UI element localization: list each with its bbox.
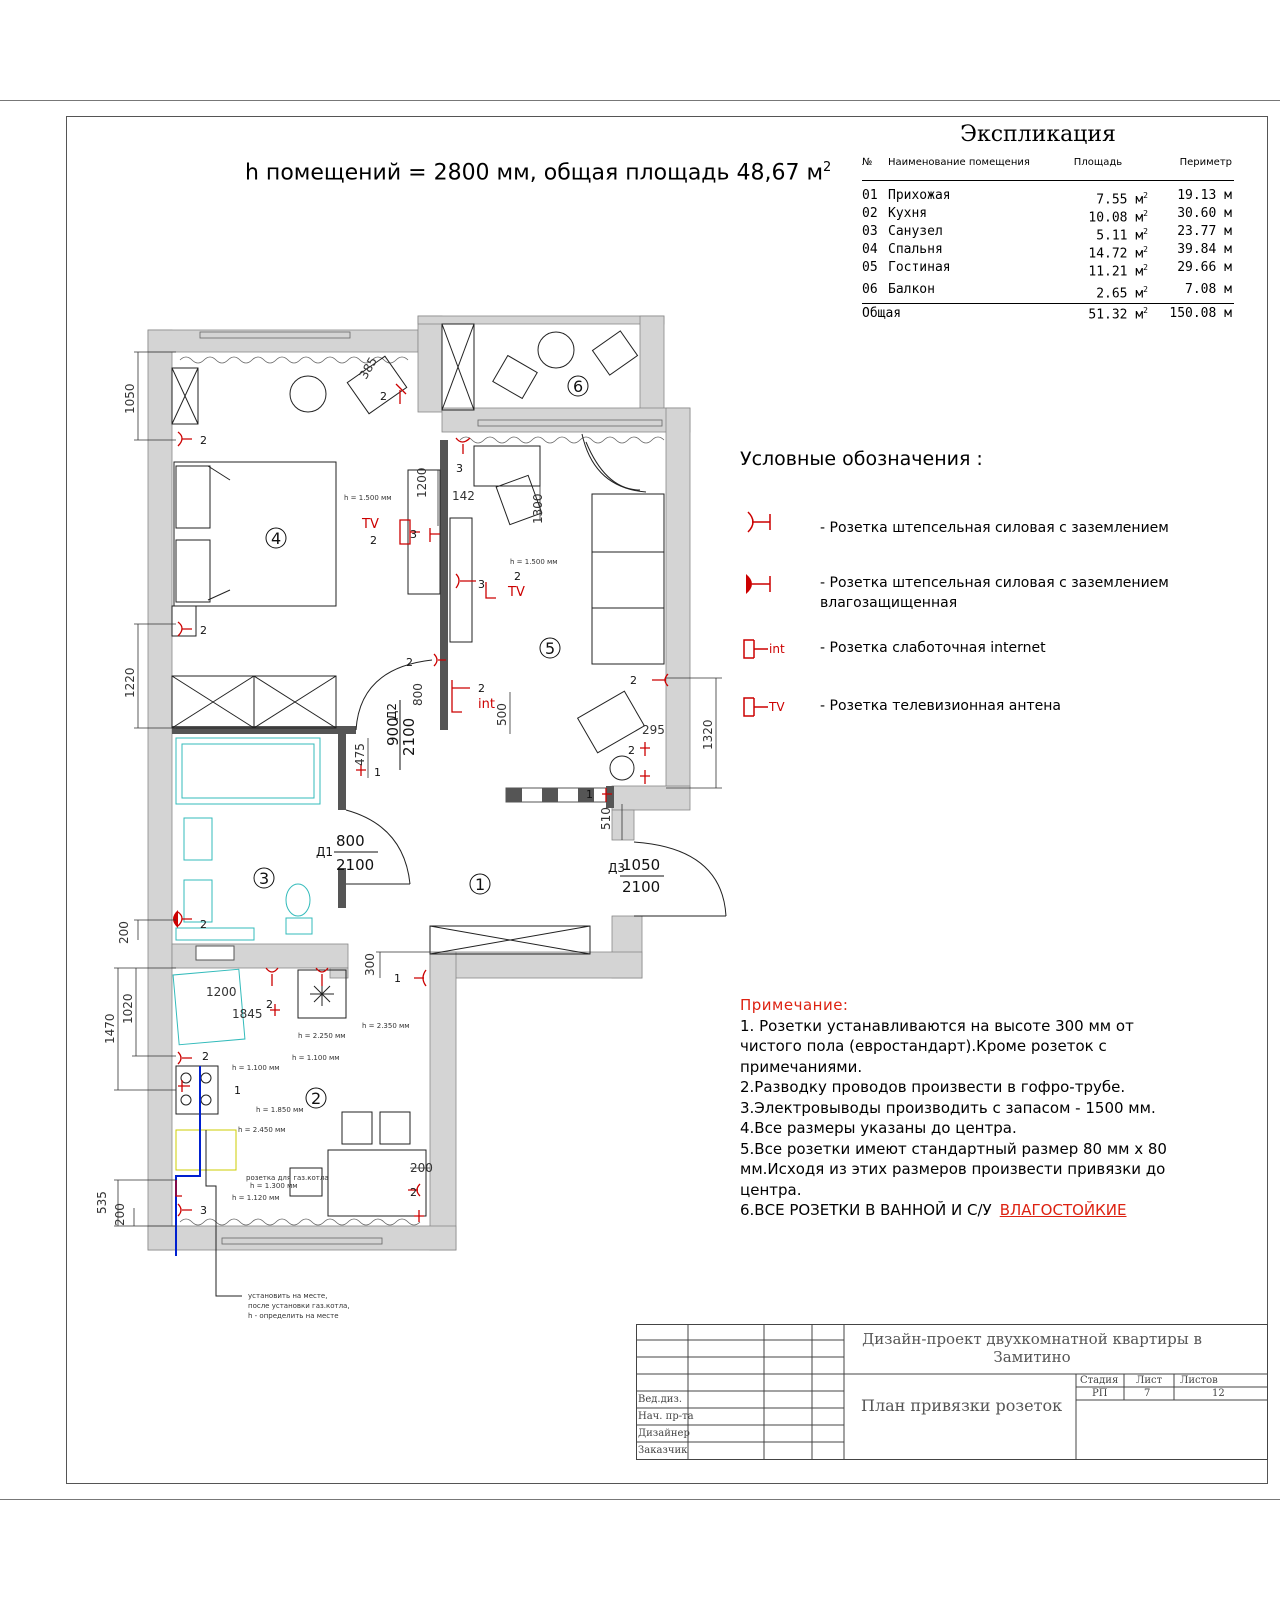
svg-text:2100: 2100 bbox=[400, 717, 418, 756]
svg-text:2: 2 bbox=[514, 570, 521, 583]
svg-text:6: 6 bbox=[573, 377, 584, 396]
svg-text:900: 900 bbox=[384, 717, 402, 746]
svg-text:h = 1.100 мм: h = 1.100 мм bbox=[232, 1064, 280, 1072]
sheet-value: 7 bbox=[1144, 1388, 1151, 1399]
legend-title: Условные обозначения : bbox=[740, 448, 983, 470]
svg-text:1: 1 bbox=[586, 788, 593, 801]
note-line: 5.Все розетки имеют стандартный размер 80 мм x 80 мм.Исходя из этих размеров произвести привязки до центра. bbox=[740, 1139, 1167, 1199]
svg-text:2: 2 bbox=[380, 390, 387, 403]
svg-text:800: 800 bbox=[336, 832, 365, 850]
svg-text:h = 1.500 мм: h = 1.500 мм bbox=[510, 558, 558, 566]
role-head: Нач. пр-та bbox=[638, 1411, 694, 1422]
svg-text:800: 800 bbox=[411, 683, 425, 706]
svg-text:3: 3 bbox=[200, 1204, 207, 1217]
living-furniture bbox=[450, 442, 664, 780]
svg-text:300: 300 bbox=[363, 953, 377, 976]
sheets-label: Листов bbox=[1180, 1375, 1218, 1386]
role-lead: Вед.диз. bbox=[638, 1394, 683, 1405]
svg-text:h = 2.250 мм: h = 2.250 мм bbox=[298, 1032, 346, 1040]
table-row: 01 Прихожая 7.55 $м^2$ 19.13 м bbox=[862, 188, 1232, 208]
svg-text:385: 385 bbox=[356, 354, 381, 382]
int-label-living: int bbox=[478, 697, 495, 712]
stage-label: Стадия bbox=[1080, 1375, 1119, 1386]
svg-text:4: 4 bbox=[271, 529, 282, 548]
waterproof-socket-icon bbox=[173, 910, 178, 928]
note-line: 1. Розетки устанавливаются на высоте 300 мм от чистого пола (евростандарт).Кроме розеток с примечаниями. bbox=[740, 1016, 1134, 1076]
table-row: 06 Балкон 2.65 $м^2$ 7.08 м bbox=[862, 282, 1232, 302]
svg-text:установить на месте,: установить на месте, bbox=[248, 1292, 328, 1300]
svg-text:5: 5 bbox=[545, 639, 556, 658]
explication-header: № Наименование помещения Площадь Периметр bbox=[862, 157, 1234, 181]
svg-text:2: 2 bbox=[200, 434, 207, 447]
note-line: 6.ВСЕ РОЗЕТКИ В ВАННОЙ И С/У ВЛАГОСТОЙКИЕ bbox=[740, 1201, 1127, 1219]
vent bbox=[196, 946, 234, 960]
svg-text:3: 3 bbox=[478, 578, 485, 591]
svg-text:Д2: Д2 bbox=[385, 702, 399, 720]
svg-text:2100: 2100 bbox=[336, 856, 375, 874]
svg-text:h = 2.450 мм: h = 2.450 мм bbox=[238, 1126, 286, 1134]
note-line: 4.Все размеры указаны до центра. bbox=[740, 1119, 1017, 1137]
table-total-row: Общая 51.32 $м^2$ 150.08 м bbox=[862, 303, 1234, 322]
svg-text:после установки газ.котла,: после установки газ.котла, bbox=[248, 1302, 350, 1310]
table-row: 03 Санузел 5.11 $м^2$ 23.77 м bbox=[862, 224, 1232, 244]
svg-text:h = 1.500 мм: h = 1.500 мм bbox=[344, 494, 392, 502]
balcony-furniture bbox=[442, 324, 638, 410]
note-line: 3.Электровыводы производить с запасом - 1500 мм. bbox=[740, 1098, 1156, 1117]
partitions bbox=[172, 440, 614, 908]
notes-title: Примечание: bbox=[740, 996, 849, 1014]
table-row: 04 Спальня 14.72 $м^2$ 39.84 м bbox=[862, 242, 1232, 262]
svg-text:200: 200 bbox=[410, 1161, 433, 1175]
svg-text:1845: 1845 bbox=[232, 1007, 263, 1021]
sheet-title: План привязки розеток bbox=[861, 1396, 1063, 1415]
explication-title: Экспликация bbox=[960, 122, 1116, 147]
svg-text:1470: 1470 bbox=[103, 1013, 117, 1044]
svg-text:h - определить на месте: h - определить на месте bbox=[248, 1312, 339, 1320]
svg-text:h = 1.120 мм: h = 1.120 мм bbox=[232, 1194, 280, 1202]
svg-text:h = 2.350 мм: h = 2.350 мм bbox=[362, 1022, 410, 1030]
svg-text:розетка для газ.котла: розетка для газ.котла bbox=[246, 1174, 329, 1182]
svg-text:1050: 1050 bbox=[123, 383, 137, 414]
page-title: h помещений = 2800 мм, общая площадь 48,67 $м^2$ bbox=[245, 160, 832, 186]
svg-text:475: 475 bbox=[353, 743, 367, 766]
legend-item-tv: - Розетка телевизионная антена bbox=[820, 698, 1061, 714]
svg-text:2: 2 bbox=[406, 656, 413, 669]
svg-text:1200: 1200 bbox=[206, 985, 237, 999]
svg-text:2: 2 bbox=[410, 1186, 417, 1199]
sheets-value: 12 bbox=[1212, 1388, 1225, 1399]
height-annotations bbox=[232, 494, 558, 1320]
svg-text:3: 3 bbox=[410, 528, 417, 541]
svg-text:2: 2 bbox=[311, 1089, 322, 1108]
svg-text:1050: 1050 bbox=[622, 856, 661, 874]
tv-label-living: TV bbox=[508, 585, 525, 600]
role-designer: Дизайнер bbox=[638, 1428, 690, 1439]
svg-text:2: 2 bbox=[370, 534, 377, 547]
svg-text:1300: 1300 bbox=[531, 493, 545, 524]
sheet-label: Лист bbox=[1136, 1375, 1163, 1386]
svg-text:142: 142 bbox=[452, 489, 475, 503]
svg-text:1220: 1220 bbox=[123, 667, 137, 698]
svg-text:200: 200 bbox=[117, 921, 131, 944]
bathroom-fixtures bbox=[176, 738, 320, 940]
svg-text:2: 2 bbox=[630, 674, 637, 687]
svg-text:1: 1 bbox=[374, 766, 381, 779]
svg-text:1: 1 bbox=[234, 1084, 241, 1097]
role-client: Заказчик bbox=[638, 1445, 688, 1456]
svg-text:1: 1 bbox=[475, 875, 486, 894]
svg-text:2: 2 bbox=[266, 998, 273, 1011]
svg-text:2100: 2100 bbox=[622, 878, 661, 896]
svg-text:2: 2 bbox=[478, 682, 485, 695]
svg-text:TV: TV bbox=[769, 700, 785, 714]
project-title: Дизайн-проект двухкомнатной квартиры в Замитино bbox=[862, 1330, 1202, 1366]
svg-text:int: int bbox=[769, 642, 785, 656]
svg-text:3: 3 bbox=[259, 869, 270, 888]
svg-text:h = 1.100 мм: h = 1.100 мм bbox=[292, 1054, 340, 1062]
svg-text:2: 2 bbox=[202, 1050, 209, 1063]
svg-text:1020: 1020 bbox=[121, 993, 135, 1024]
table-row: 02 Кухня 10.08 $м^2$ 30.60 м bbox=[862, 206, 1232, 226]
pipes bbox=[176, 1066, 242, 1296]
legend-item-socket: - Розетка штепсельная силовая с заземлением bbox=[820, 520, 1169, 536]
legend-item-waterproof: - Розетка штепсельная силовая с заземлением влагозащищенная bbox=[820, 575, 1169, 611]
walls bbox=[148, 316, 690, 1250]
svg-text:1: 1 bbox=[394, 972, 401, 985]
table-row: 05 Гостиная 11.21 $м^2$ 29.66 м bbox=[862, 260, 1232, 280]
svg-text:3: 3 bbox=[456, 462, 463, 475]
svg-text:200: 200 bbox=[113, 1203, 127, 1226]
svg-text:1320: 1320 bbox=[701, 719, 715, 750]
svg-text:Д1: Д1 bbox=[316, 845, 334, 859]
note-line: 2.Разводку проводов произвести в гофро-трубе. bbox=[740, 1078, 1126, 1096]
tv-label-bedroom: TV bbox=[362, 517, 379, 532]
sockets bbox=[176, 384, 668, 1222]
svg-text:Д3: Д3 bbox=[608, 861, 626, 875]
stage-value: РП bbox=[1092, 1388, 1108, 1399]
svg-text:500: 500 bbox=[495, 703, 509, 726]
svg-text:1200: 1200 bbox=[415, 467, 429, 498]
svg-text:295: 295 bbox=[642, 723, 665, 737]
svg-text:2: 2 bbox=[200, 624, 207, 637]
legend-item-internet: - Розетка слаботочная internet bbox=[820, 640, 1046, 656]
svg-text:2: 2 bbox=[628, 744, 635, 757]
svg-text:535: 535 bbox=[95, 1191, 109, 1214]
svg-text:h = 1.850 мм: h = 1.850 мм bbox=[256, 1106, 304, 1114]
svg-text:h = 1.300 мм: h = 1.300 мм bbox=[250, 1182, 298, 1190]
svg-text:2: 2 bbox=[200, 918, 207, 931]
svg-text:510: 510 bbox=[599, 807, 613, 830]
